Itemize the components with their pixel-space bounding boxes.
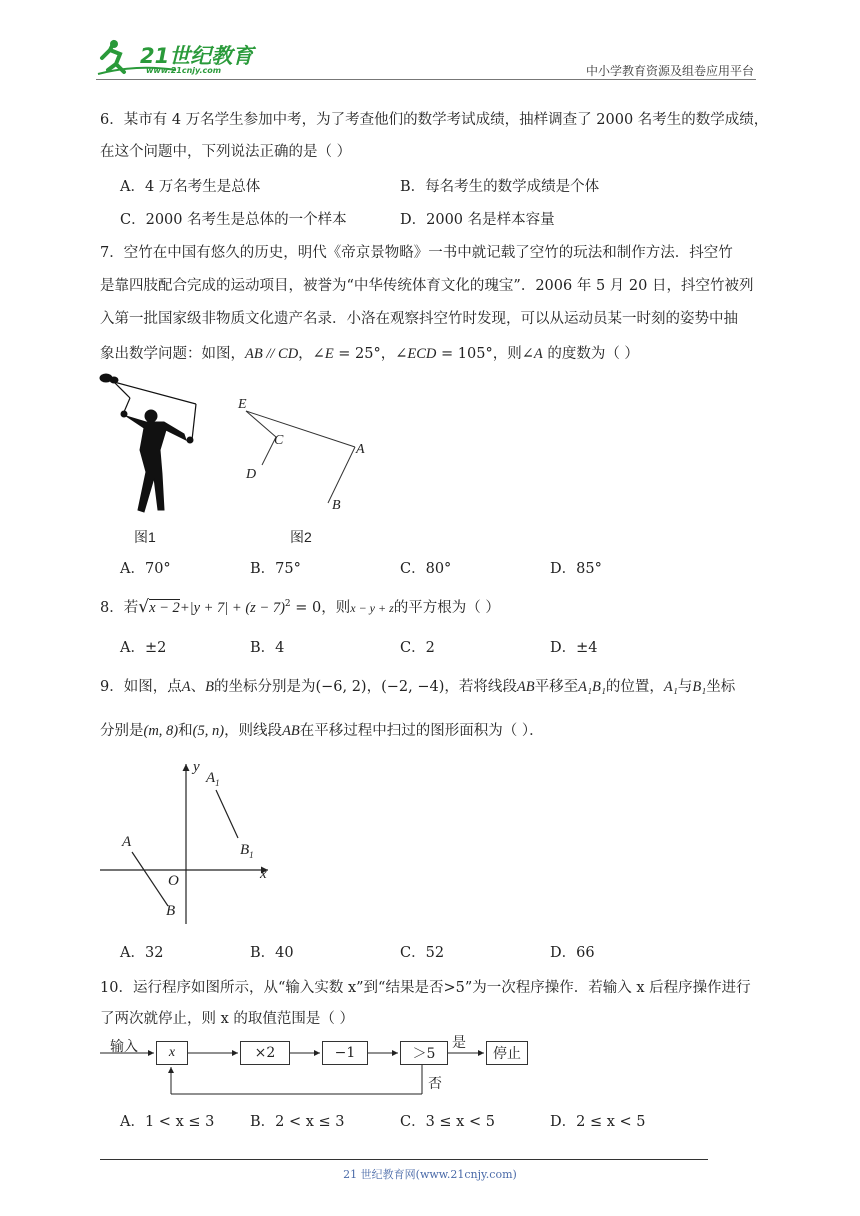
q6-option-b: B．每名考生的数学成绩是个体 <box>400 179 600 195</box>
x-axis-label: x <box>260 866 267 882</box>
flow-box-x: x <box>156 1041 188 1065</box>
q9-option-a: A．32 <box>120 945 164 961</box>
footer-text: 21 世纪教育网(www.21cnjy.com) <box>343 1168 517 1181</box>
q6-line2: 在这个问题中，下列说法正确的是（ ） <box>100 144 352 160</box>
flow-box-stop: 停止 <box>486 1041 528 1065</box>
footer-divider <box>100 1159 708 1160</box>
q8-option-b: B．4 <box>250 640 285 656</box>
q10-line1: 10．运行程序如图所示，从“输入实数 x”到“结果是否>5”为一次程序操作．若输入 x 后程序操作进行 <box>100 980 751 996</box>
point-c-label: C <box>274 433 284 448</box>
diabolo-player-icon <box>100 374 196 512</box>
q10-option-d: D．2 ≤ x < 5 <box>550 1114 646 1130</box>
q8-line: 8．若$√x - 2+|y + 7| + (z - 7)^2 = 0$，则x − y + z的平方根为（ ） <box>100 597 500 617</box>
q9-line1: 9．如图，点A、B的坐标分别是为(−6, 2)，(−2, −4)，若将线段AB平移至A₁B₁的位置，A₁与B₁坐标 <box>100 679 736 695</box>
point-a1-label: $A_1$ <box>206 770 220 788</box>
q7-line1: 7．空竹在中国有悠久的历史，明代《帝京景物略》一书中就记载了空竹的玩法和制作方法．抖空竹 <box>100 245 733 261</box>
y-axis-label: y <box>193 759 200 775</box>
point-d-label: D <box>246 467 257 482</box>
q7-option-d: D．85° <box>550 561 602 577</box>
point-e-label: E <box>238 397 247 412</box>
point-b-label: B <box>166 903 176 919</box>
q8-option-d: D．±4 <box>550 640 598 656</box>
q8-option-a: A．±2 <box>120 640 167 656</box>
segment-a1b1 <box>216 790 238 838</box>
logo-url: www.21cnjy.com <box>146 66 222 75</box>
q6-line1: 6．某市有 4 万名学生参加中考，为了考查他们的数学考试成绩，抽样调查了 2000 名考生的数学成绩， <box>100 112 769 128</box>
q7-figure-1 <box>96 370 216 520</box>
q10-option-b: B．2 < x ≤ 3 <box>250 1114 345 1130</box>
q9-option-b: B．40 <box>250 945 294 961</box>
q9-option-d: D．66 <box>550 945 595 961</box>
flow-box-minus1: −1 <box>322 1041 368 1065</box>
q9-option-c: C．52 <box>400 945 445 961</box>
flow-box-gt5: ＞5 <box>400 1041 448 1065</box>
segment-ab <box>132 852 168 906</box>
header-divider <box>96 79 756 80</box>
segment-ec <box>246 411 276 437</box>
q7-fig2-label: 图2 <box>290 529 312 545</box>
point-b-label: B <box>332 498 341 513</box>
q7-option-b: B．75° <box>250 561 301 577</box>
point-a-label: A <box>122 834 132 850</box>
q7-option-a: A．70° <box>120 561 171 577</box>
q6-option-d: D．2000 名是样本容量 <box>400 212 555 228</box>
q10-option-a: A．1 < x ≤ 3 <box>120 1114 215 1130</box>
q8-option-c: C．2 <box>400 640 435 656</box>
flow-yes-label: 是 <box>452 1035 466 1051</box>
q10-option-c: C．3 ≤ x < 5 <box>400 1114 495 1130</box>
flow-no-label: 否 <box>428 1076 442 1092</box>
point-b1-label: $B_1$ <box>240 842 254 860</box>
origin-label: O <box>168 873 179 889</box>
q7-line3: 入第一批国家级非物质文化遗产名录．小洛在观察抖空竹时发现，可以从运动员某一时刻的姿势中抽 <box>100 311 738 327</box>
segment-ea <box>246 411 355 447</box>
q7-option-c: C．80° <box>400 561 452 577</box>
q9-line2: 分别是(m, 8)和(5, n)，则线段AB在平移过程中扫过的图形面积为（ ）． <box>100 723 544 739</box>
q6-option-c: C．2000 名考生是总体的一个样本 <box>120 212 347 228</box>
q7-line4: 象出数学问题：如图，AB // CD，∠E = 25°，∠ECD = 105°，则∠A 的度数为（ ） <box>100 346 639 362</box>
q6-option-a: A．4 万名考生是总体 <box>120 179 261 195</box>
flow-box-times2: ×2 <box>240 1041 290 1065</box>
point-a-label: A <box>356 442 365 457</box>
q7-fig1-label: 图1 <box>134 529 156 545</box>
q10-line2: 了两次就停止，则 x 的取值范围是（ ） <box>100 1011 355 1027</box>
q7-line2: 是靠四肢配合完成的运动项目，被誉为“中华传统体育文化的瑰宝”．2006 年 5 月 20 日，抖空竹被列 <box>100 278 754 294</box>
header-right-text: 中小学教育资源及组卷应用平台 <box>585 64 754 78</box>
logo-text: 21世纪教育 <box>140 44 254 68</box>
flow-input-label: 输入 <box>110 1039 138 1055</box>
segment-ab <box>328 447 355 503</box>
